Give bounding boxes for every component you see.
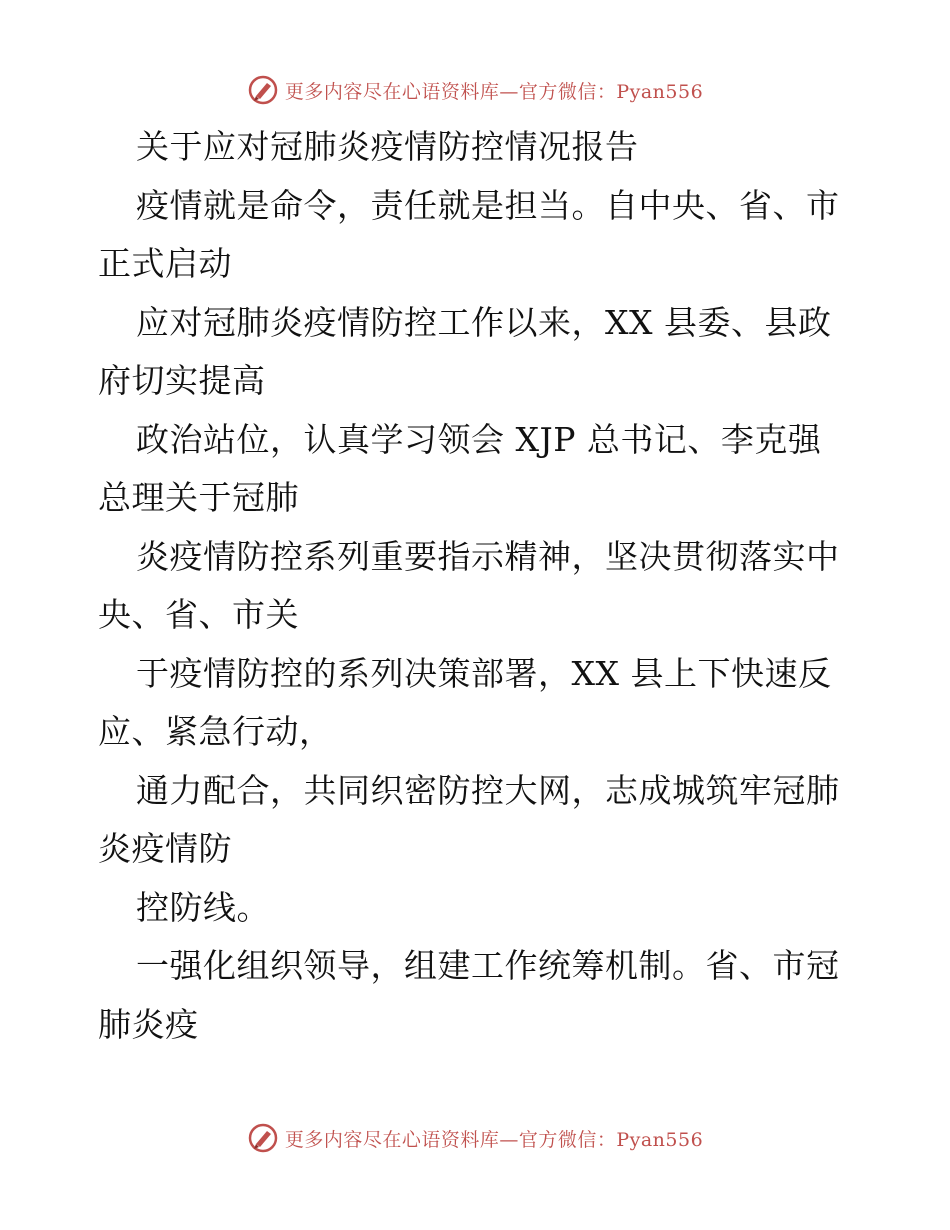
paragraph-line: 于疫情防控的系列决策部署，XX 县上下快速反 xyxy=(136,653,832,693)
paragraph-line: 炎疫情防 xyxy=(98,829,232,868)
paragraph-line: 正式启动 xyxy=(98,244,232,283)
paragraph-line: 肺炎疫 xyxy=(98,1004,199,1044)
paragraph-line: 通力配合，共同织密防控大网，志成城筑牢冠肺 xyxy=(136,770,840,810)
watermark-text: 更多内容尽在心语资料库—官方微信：Pyan556 xyxy=(284,1128,704,1151)
pen-circle-logo-icon xyxy=(247,1122,279,1154)
paragraph-line: 府切实提高 xyxy=(98,361,266,400)
paragraph-line: 应对冠肺炎疫情防控工作以来，XX 县委、县政 xyxy=(136,302,832,342)
paragraph-line: 总理关于冠肺 xyxy=(98,478,299,517)
paragraph-line: 疫情就是命令，责任就是担当。自中央、省、市 xyxy=(136,185,840,225)
paragraph-line: 一强化组织领导，组建工作统筹机制。省、市冠 xyxy=(136,946,840,985)
paragraph-line: 应、紧急行动， xyxy=(98,712,333,751)
watermark-text: 更多内容尽在心语资料库—官方微信：Pyan556 xyxy=(284,80,704,103)
pen-circle-logo-icon xyxy=(247,74,279,106)
document-title: 关于应对冠肺炎疫情防控情况报告 xyxy=(136,127,639,166)
paragraph-line: 炎疫情防控系列重要指示精神，坚决贯彻落实中 xyxy=(136,536,840,576)
watermark-footer xyxy=(0,1118,950,1158)
paragraph-line: 控防线。 xyxy=(136,887,270,927)
watermark-header xyxy=(0,70,950,110)
paragraph-line: 政治站位，认真学习领会 XJP 总书记、李克强 xyxy=(136,419,822,459)
paragraph-line: 央、省、市关 xyxy=(98,595,299,634)
document-body xyxy=(98,118,868,1054)
